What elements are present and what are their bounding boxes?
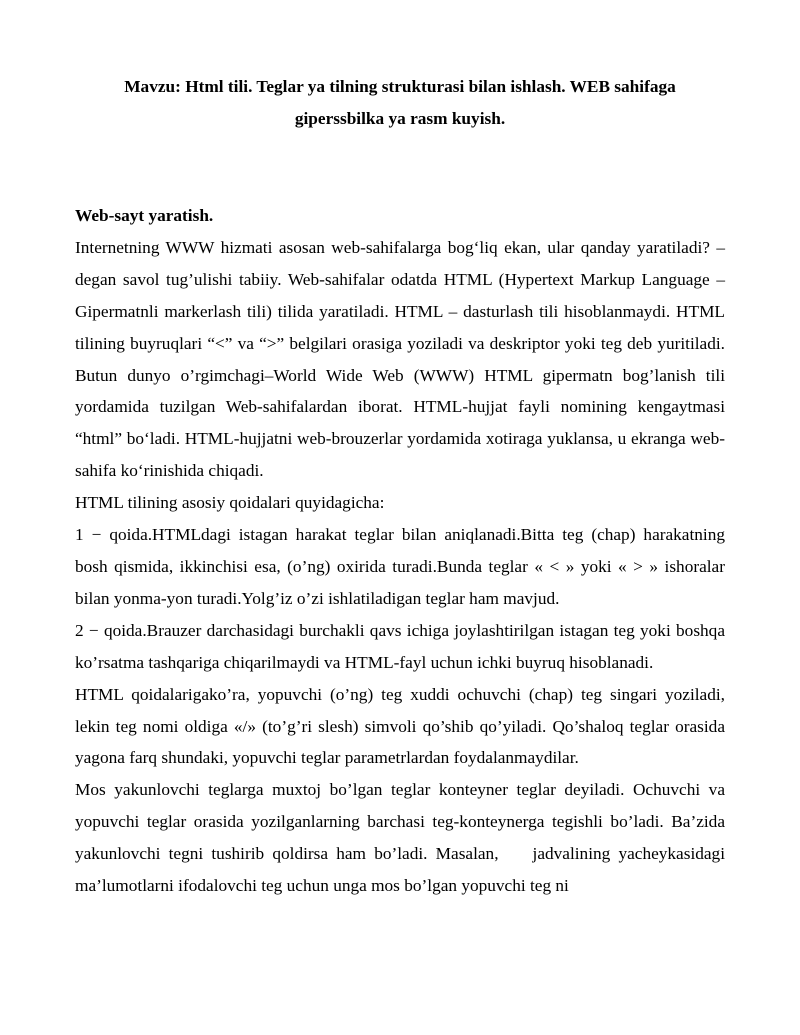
section-heading: Web-sayt yaratish. <box>75 206 214 225</box>
title-line-1: Mavzu: Html tili. Teglar ya tilning strukturasi bilan ishlash. WEB sahifaga <box>124 77 676 96</box>
document-body <box>75 200 725 902</box>
title-line-2: giperssbilka ya rasm kuyish. <box>294 109 506 128</box>
paragraph-container-tags-part-1: Mos yakunlovchi teglarga muxtoj bo’lgan teglar konteyner teglar deyiladi. Ochuvchi va yopuvchi teglar orasida yozilganlarning barchasi teg-konteynerga tegishli bo’ladi. Ba’zida yakunlovchi tegni tushirib qoldirsa ham bo’ladi. Masalan, <box>75 780 725 864</box>
paragraph-rules-intro: HTML tilining asosiy qoidalari quyidagicha: <box>75 493 385 513</box>
paragraph-container-tags-part-2: jadvalining yacheykasidagi ma’lumotlarni ifodalovchi teg uchun unga mos bo’lgan yopuvchi teg ni <box>75 844 725 896</box>
paragraph-intro: Internetning WWW hizmati asosan web-sahifalarga bog‘liq ekan, ular qanday yaratiladi? – degan savol tug’ulishi tabiiy. Web-sahifalar odatda HTML (Hypertext Markup Language – Gipermatnli markerlash tili) tilida yaratiladi. HTML – dasturlash tili hisoblanmaydi. HTML tilining buyruqlari “<” va “>” belgilari orasiga yoziladi va deskriptor yoki teg deb yuritiladi. Butun dunyo o’rgimchagi–World Wide Web (WWW) HTML gipermatn bog’lanish tili yordamida tuzilgan Web-sahifalardan iborat. HTML-hujjat fayli nomining kengaytmasi “html” bo‘ladi. HTML-hujjatni web-brouzerlar yordamida xotiraga yuklansa, u ekranga web-sahifa ko‘rinishida chiqadi. <box>75 237 725 481</box>
page-title <box>75 71 725 135</box>
paragraph-closing-tags: HTML qoidalarigako’ra, yopuvchi (o’ng) teg xuddi ochuvchi (chap) teg singari yoziladi, lekin teg nomi oldiga «/» (to’g’ri slesh) simvoli qo’shib qo’yiladi. Qo’shaloq teglar orasida yagona farq shundaki, yopuvchi teglar parametrlardan foydalanmaydilar. <box>75 684 725 768</box>
paragraph-rule-2: 2 − qoida.Brauzer darchasidagi burchakli qavs ichiga joylashtirilgan istagan teg yoki boshqa ko’rsatma tashqariga chiqarilmaydi va HTML-fayl uchun ichki buyruq hisoblanadi. <box>75 620 725 672</box>
paragraph-rule-1: 1 − qoida.HTMLdagi istagan harakat teglar bilan aniqlanadi.Bitta teg (chap) harakatning bosh qismida, ikkinchisi esa, (o’ng) oxirida turadi.Bunda teglar « < » yoki « > » ishoralar bilan yonma-yon turadi.Yolg’iz o’zi ishlatiladigan teglar ham mavjud. <box>75 525 725 608</box>
paragraph-container-tags <box>75 774 725 902</box>
